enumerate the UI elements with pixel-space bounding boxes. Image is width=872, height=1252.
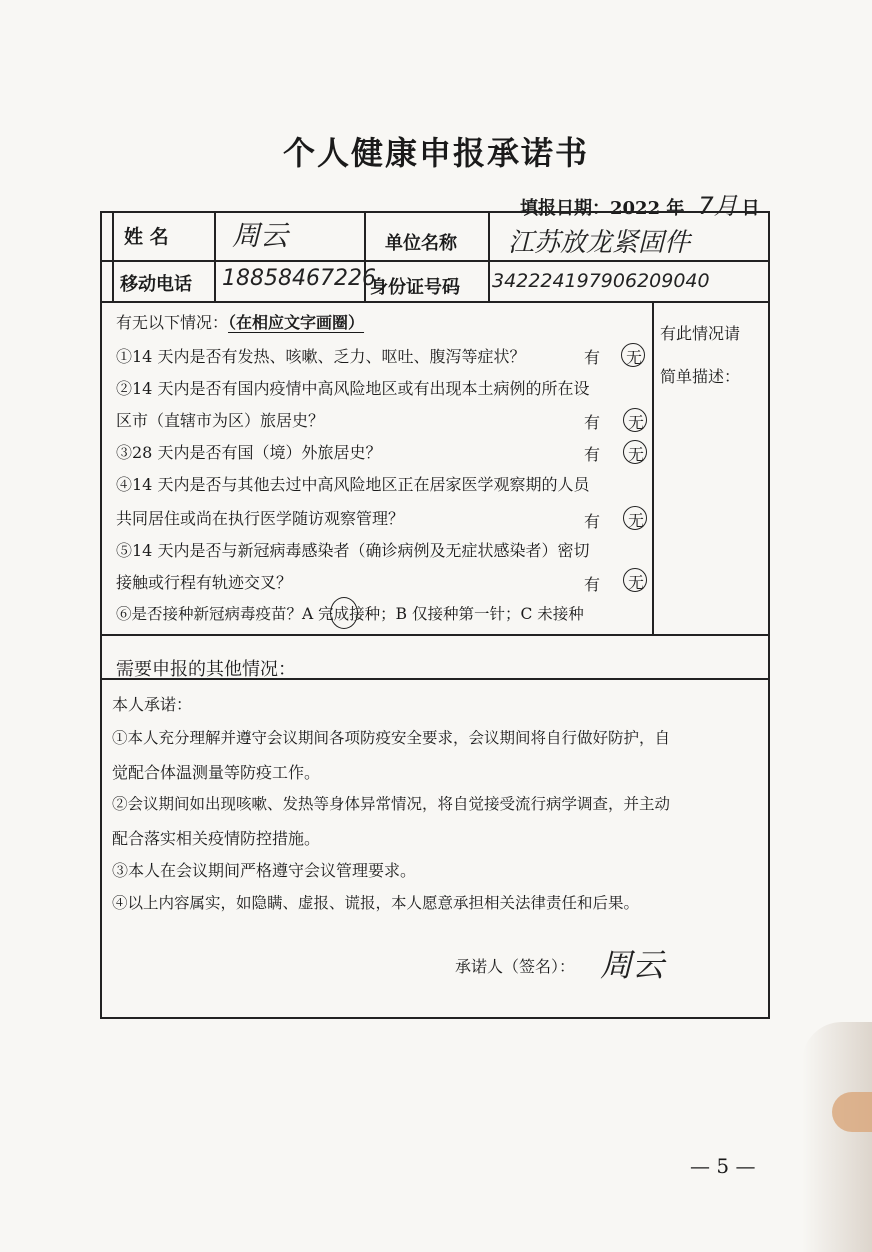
q3-answer-circle [623, 440, 647, 464]
commitment-1a: ①本人充分理解并遵守会议期间各项防疫安全要求，会议期间将自行做好防护，自 [112, 729, 671, 747]
question-1: ①14 天内是否有发热、咳嗽、乏力、呕吐、腹泻等症状？ [116, 347, 526, 366]
commitment-2b: 配合落实相关疫情防控措施。 [112, 829, 321, 848]
q3-no[interactable]: 无 [628, 445, 645, 464]
id-value[interactable]: 342224197906209040 [492, 270, 710, 292]
q4-answer-circle [623, 506, 647, 530]
signature[interactable]: 周云 [600, 946, 665, 984]
q4-yes[interactable]: 有 [584, 512, 601, 531]
commitment-3: ③本人在会议期间严格遵守会议管理要求。 [112, 861, 417, 880]
situation-header-note: （在相应文字画圈） [228, 313, 365, 332]
q5-no[interactable]: 无 [628, 573, 645, 592]
phone-label: 移动电话 [120, 274, 192, 295]
side-label-2: 简单描述： [660, 367, 741, 386]
phone-value[interactable]: 18858467226 [222, 266, 376, 291]
question-3: ③28 天内是否有国（境）外旅居史？ [116, 443, 382, 462]
id-label: 身份证号码 [370, 277, 460, 298]
question-4a: ④14 天内是否与其他去过中高风险地区正在居家医学观察期的人员 [116, 475, 590, 494]
question-5b: 接触或行程有轨迹交叉？ [116, 573, 293, 592]
name-label: 姓 名 [124, 226, 169, 248]
q1-answer-circle [621, 343, 645, 367]
question-6: ⑥是否接种新冠病毒疫苗？A 完成接种；B 仅接种第一针；C 未接种 [116, 605, 584, 623]
row-divider [102, 260, 768, 262]
q3-yes[interactable]: 有 [584, 445, 601, 464]
unit-label: 单位名称 [385, 233, 457, 254]
date-month: 7月 [698, 192, 738, 220]
side-label-1: 有此情况请 [660, 324, 741, 343]
col-divider [488, 213, 490, 301]
q4-no[interactable]: 无 [628, 511, 645, 530]
name-value[interactable]: 周云 [232, 219, 289, 252]
finger-edge [832, 1092, 872, 1132]
q1-yes[interactable]: 有 [584, 348, 601, 367]
situation-header [116, 310, 364, 333]
question-5a: ⑤14 天内是否与新冠病毒感染者（确诊病例及无症状感染者）密切 [116, 541, 590, 560]
commitment-heading: 本人承诺： [112, 695, 193, 714]
page-title: 个人健康申报承诺书 [282, 134, 589, 172]
col-divider [214, 213, 216, 301]
photo-shadow [802, 1022, 872, 1252]
col-divider [112, 213, 114, 301]
commitment-4: ④以上内容属实，如隐瞒、虚报、谎报，本人愿意承担相关法律责任和后果。 [112, 894, 640, 912]
q5-yes[interactable]: 有 [584, 575, 601, 594]
q1-no[interactable]: 无 [626, 348, 643, 367]
q5-answer-circle [623, 568, 647, 592]
question-2b: 区市（直辖市为区）旅居史？ [116, 411, 325, 430]
signer-label: 承诺人（签名）： [455, 957, 576, 976]
date-prefix: 填报日期：2022 年 [520, 198, 685, 219]
date-day-label: 日 [741, 198, 760, 219]
question-4b: 共同居住或尚在执行医学随访观察管理？ [116, 509, 405, 528]
col-divider [652, 301, 654, 634]
situation-header-prefix: 有无以下情况： [116, 313, 229, 332]
q2-no[interactable]: 无 [628, 413, 645, 432]
q2-yes[interactable]: 有 [584, 413, 601, 432]
page-number: — 5 — [690, 1154, 756, 1178]
row-divider [102, 634, 768, 636]
question-2a: ②14 天内是否有国内疫情中高风险地区或有出现本土病例的所在设 [116, 379, 590, 398]
q6-answer-circle [330, 597, 358, 629]
commitment-2a: ②会议期间如出现咳嗽、发热等身体异常情况，将自觉接受流行病学调查，并主动 [112, 795, 671, 813]
commitment-1b: 觉配合体温测量等防疫工作。 [112, 763, 321, 782]
unit-value[interactable]: 江苏放龙紧固件 [508, 228, 691, 258]
q2-answer-circle [623, 408, 647, 432]
row-divider [102, 301, 768, 303]
other-situation-label: 需要申报的其他情况： [116, 659, 296, 680]
